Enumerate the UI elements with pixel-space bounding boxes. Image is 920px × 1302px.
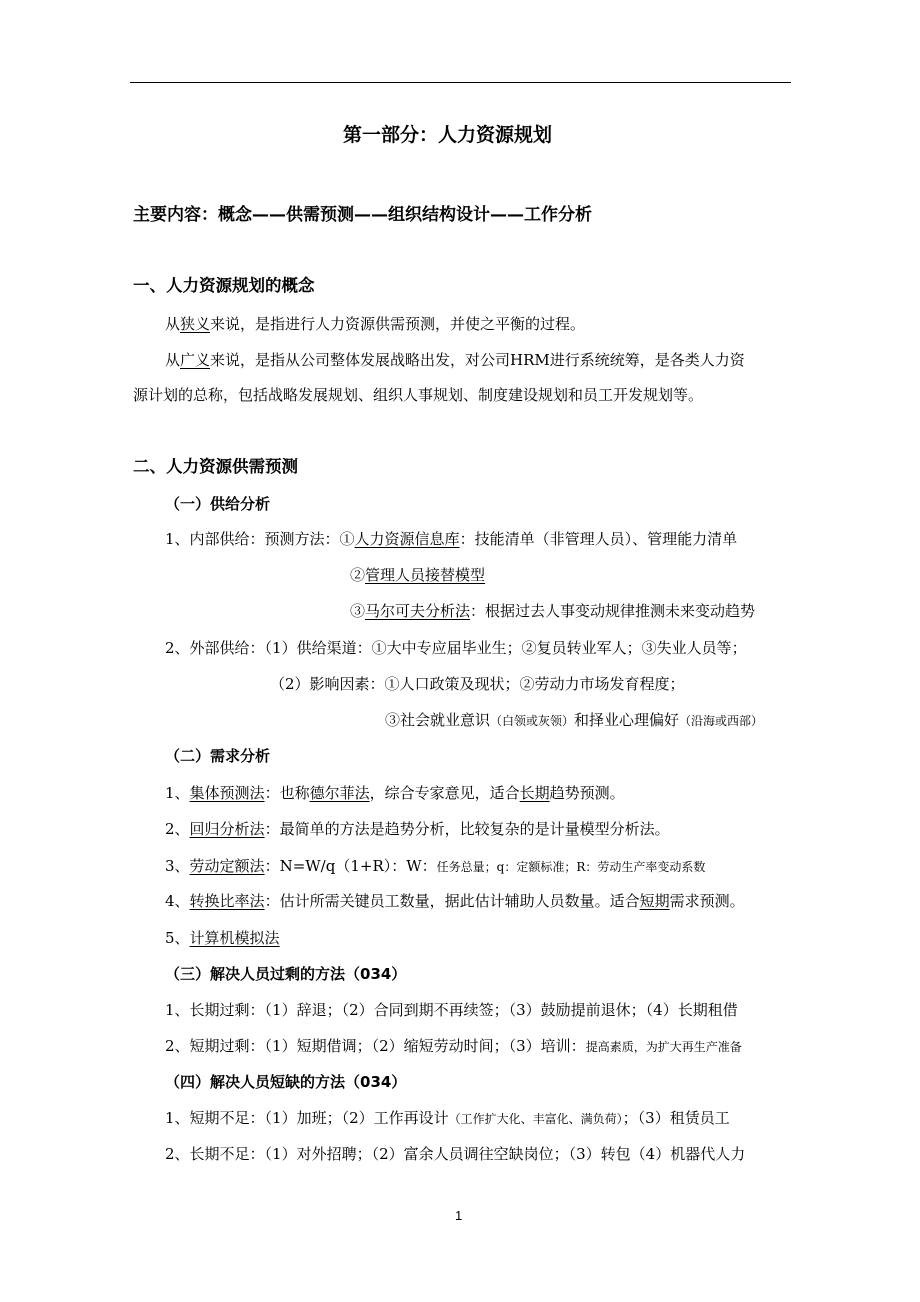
markov-analysis: ③马尔可夫分析法：根据过去人事变动规律推测未来变动趋势 — [350, 602, 756, 620]
section-2-heading: 二、人力资源供需预测 — [133, 457, 298, 476]
demand-item-3: 3、劳动定额法：N=W/q（1+R）：W：任务总量；q：定额标准；R：劳动生产率变动系数 — [165, 857, 706, 875]
demand-heading: （二）需求分析 — [165, 747, 271, 765]
main-content-summary: 主要内容：概念——供需预测——组织结构设计——工作分析 — [133, 205, 592, 225]
demand-item-1: 1、集体预测法：也称德尔菲法，综合专家意见，适合长期趋势预测。 — [165, 784, 625, 802]
term-broad: 广义 — [180, 351, 211, 369]
demand-item-4: 4、转换比率法：估计所需关键员工数量，据此估计辅助人员数量。适合短期需求预测。 — [165, 892, 745, 910]
external-supply: 2、外部供给：（1）供给渠道：①大中专应届毕业生；②复员转业军人；③失业人员等； — [165, 639, 747, 657]
broad-definition-cont: 源计划的总称，包括战略发展规划、组织人事规划、制度建设规划和员工开发规划等。 — [133, 386, 704, 404]
header-rule — [130, 82, 791, 83]
term-hr-info-db: 人力资源信息库 — [354, 530, 460, 548]
short-term-surplus: 2、短期过剩：（1）短期借调；（2）缩短劳动时间；（3）培训：提高素质，为扩大再生产准备 — [165, 1037, 742, 1055]
page-title: 第一部分：人力资源规划 — [343, 124, 553, 146]
demand-item-2: 2、回归分析法：最简单的方法是趋势分析，比较复杂的是计量模型分析法。 — [165, 820, 670, 838]
broad-definition: 从广义来说，是指从公司整体发展战略出发，对公司HRM进行系统统筹，是各类人力资 — [165, 351, 745, 369]
section-1-heading: 一、人力资源规划的概念 — [133, 276, 315, 295]
narrow-definition: 从狭义来说，是指进行人力资源供需预测，并使之平衡的过程。 — [165, 315, 586, 333]
influence-factors: （2）影响因素：①人口政策及现状；②劳动力市场发育程度； — [270, 675, 685, 693]
demand-item-5: 5、计算机模拟法 — [165, 929, 280, 947]
page-number: 1 — [455, 1208, 463, 1223]
term-narrow: 狭义 — [180, 315, 211, 333]
surplus-heading: （三）解决人员过剩的方法（034） — [165, 965, 407, 983]
internal-supply: 1、内部供给：预测方法：①人力资源信息库：技能清单（非管理人员）、管理能力清单 — [165, 530, 738, 548]
social-factors: ③社会就业意识（白领或灰领）和择业心理偏好（沿海或西部） — [385, 711, 764, 729]
shortage-heading: （四）解决人员短缺的方法（034） — [165, 1073, 407, 1091]
replacement-model: ②管理人员接替模型 — [350, 566, 486, 584]
term-replacement-model: 管理人员接替模型 — [365, 566, 486, 584]
long-term-shortage: 2、长期不足：（1）对外招聘；（2）富余人员调往空缺岗位；（3）转包（4）机器代人力 — [165, 1145, 746, 1163]
short-term-shortage: 1、短期不足：（1）加班；（2）工作再设计（工作扩大化、丰富化、满负荷）；（3）租赁员工 — [165, 1109, 730, 1127]
supply-heading: （一）供给分析 — [165, 495, 271, 513]
term-markov: 马尔可夫分析法 — [365, 602, 471, 620]
long-term-surplus: 1、长期过剩：（1）辞退；（2）合同到期不再续签；（3）鼓励提前退休；（4）长期租借 — [165, 1001, 738, 1019]
